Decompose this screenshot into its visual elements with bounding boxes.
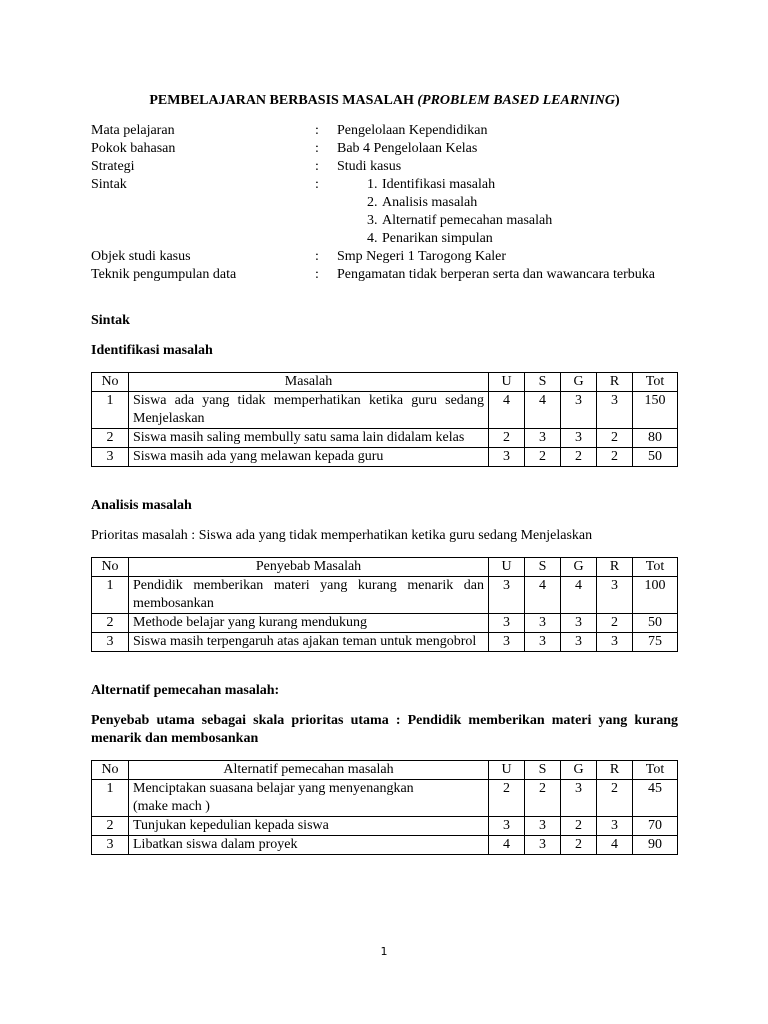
table-row <box>92 836 678 855</box>
header-g: G <box>561 558 597 577</box>
cell-no: 1 <box>92 392 129 429</box>
cell-s: 3 <box>525 429 561 448</box>
table-row <box>92 780 678 817</box>
cell-no: 3 <box>92 633 129 652</box>
cell-r: 3 <box>597 633 633 652</box>
metadata-table <box>91 122 678 284</box>
cell-r: 2 <box>597 429 633 448</box>
cell-u: 3 <box>489 633 525 652</box>
cell-text: Siswa ada yang tidak memperhatikan ketika guru sedang Menjelaskan <box>129 392 489 429</box>
meta-colon: : <box>315 177 319 192</box>
cell-r: 2 <box>597 614 633 633</box>
cell-s: 4 <box>525 392 561 429</box>
cell-text: Menciptakan suasana belajar yang menyenangkan (make mach ) <box>129 780 489 817</box>
table-row <box>92 392 678 429</box>
cell-s: 3 <box>525 817 561 836</box>
cell-text: Siswa masih ada yang melawan kepada guru <box>129 448 489 467</box>
header-s: S <box>525 558 561 577</box>
cell-s: 3 <box>525 614 561 633</box>
table-alternatif-pemecahan <box>91 760 678 855</box>
cell-s: 4 <box>525 577 561 614</box>
cell-s: 3 <box>525 633 561 652</box>
header-r: R <box>597 558 633 577</box>
header-r: R <box>597 373 633 392</box>
cell-u: 4 <box>489 392 525 429</box>
meta-label: Strategi <box>91 159 135 174</box>
header-tot: Tot <box>633 373 678 392</box>
cell-no: 2 <box>92 614 129 633</box>
table-row <box>92 448 678 467</box>
header-r: R <box>597 761 633 780</box>
meta-colon: : <box>315 123 319 138</box>
title-italic: (PROBLEM BASED LEARNING <box>417 93 615 108</box>
cell-g: 3 <box>561 633 597 652</box>
cell-tot: 100 <box>633 577 678 614</box>
header-tot: Tot <box>633 558 678 577</box>
cell-s: 2 <box>525 780 561 817</box>
cell-g: 4 <box>561 577 597 614</box>
meta-label: Mata pelajaran <box>91 123 175 138</box>
cell-tot: 50 <box>633 448 678 467</box>
meta-label: Teknik pengumpulan data <box>91 267 237 282</box>
header-no: No <box>92 373 129 392</box>
cell-text: Pendidik memberikan materi yang kurang menarik dan membosankan <box>129 577 489 614</box>
cell-r: 4 <box>597 836 633 855</box>
cell-u: 3 <box>489 614 525 633</box>
table-header-row <box>92 373 678 392</box>
cell-s: 3 <box>525 836 561 855</box>
meta-colon: : <box>315 249 319 264</box>
cell-no: 3 <box>92 448 129 467</box>
cell-r: 3 <box>597 817 633 836</box>
cell-s: 2 <box>525 448 561 467</box>
meta-row-mata-pelajaran <box>91 122 678 140</box>
cell-u: 3 <box>489 448 525 467</box>
cell-r: 3 <box>597 392 633 429</box>
section-heading-alternatif: Alternatif pemecahan masalah: <box>91 683 280 698</box>
cell-u: 4 <box>489 836 525 855</box>
cell-text: Libatkan siswa dalam proyek <box>129 836 489 855</box>
cell-no: 1 <box>92 577 129 614</box>
cell-g: 3 <box>561 780 597 817</box>
header-u: U <box>489 373 525 392</box>
meta-row-pokok-bahasan <box>91 140 678 158</box>
meta-row-objek <box>91 248 678 266</box>
cell-tot: 80 <box>633 429 678 448</box>
sintak-steps-list <box>337 176 678 248</box>
header-u: U <box>489 558 525 577</box>
header-penyebab: Penyebab Masalah <box>129 558 489 577</box>
meta-value: Studi kasus <box>337 159 402 174</box>
section-heading-identifikasi: Identifikasi masalah <box>91 343 213 358</box>
prioritas-masalah: Prioritas masalah : Siswa ada yang tidak memperhatikan ketika guru sedang Menjelaskan <box>91 528 593 543</box>
cell-r: 2 <box>597 780 633 817</box>
meta-row-teknik <box>91 266 678 284</box>
header-u: U <box>489 761 525 780</box>
cell-no: 3 <box>92 836 129 855</box>
header-masalah: Masalah <box>129 373 489 392</box>
table-header-row <box>92 558 678 577</box>
section-heading-sintak: Sintak <box>91 313 130 328</box>
cell-u: 2 <box>489 429 525 448</box>
title-close: ) <box>614 93 620 108</box>
cell-tot: 50 <box>633 614 678 633</box>
section-heading-analisis: Analisis masalah <box>91 498 192 513</box>
table-header-row <box>92 761 678 780</box>
meta-value: Smp Negeri 1 Tarogong Kaler <box>337 249 507 264</box>
cell-u: 3 <box>489 577 525 614</box>
meta-label: Objek studi kasus <box>91 249 191 264</box>
meta-colon: : <box>315 141 319 156</box>
cell-u: 3 <box>489 817 525 836</box>
cell-text: Siswa masih terpengaruh atas ajakan teman untuk mengobrol <box>129 633 489 652</box>
meta-value: Pengamatan tidak berperan serta dan wawancara terbuka <box>337 267 655 282</box>
page-number: 1 <box>380 945 388 958</box>
meta-value <box>337 176 678 248</box>
table-analisis-masalah <box>91 557 678 652</box>
sintak-step: 1. Identifikasi masalah <box>381 176 678 194</box>
table-row <box>92 817 678 836</box>
title-main: PEMBELAJARAN BERBASIS MASALAH <box>149 93 418 108</box>
header-no: No <box>92 558 129 577</box>
header-s: S <box>525 373 561 392</box>
meta-label: Sintak <box>91 177 127 192</box>
cell-tot: 45 <box>633 780 678 817</box>
cell-g: 3 <box>561 429 597 448</box>
header-alternatif: Alternatif pemecahan masalah <box>129 761 489 780</box>
cell-r: 2 <box>597 448 633 467</box>
cell-text: Siswa masih saling membully satu sama lain didalam kelas <box>129 429 489 448</box>
document-page <box>91 92 678 855</box>
header-g: G <box>561 761 597 780</box>
cell-g: 2 <box>561 448 597 467</box>
cell-g: 3 <box>561 614 597 633</box>
sintak-step: 3. Alternatif pemecahan masalah <box>381 212 678 230</box>
meta-row-sintak <box>91 176 678 248</box>
meta-value: Bab 4 Pengelolaan Kelas <box>337 141 478 156</box>
header-tot: Tot <box>633 761 678 780</box>
meta-value: Pengelolaan Kependidikan <box>337 123 488 138</box>
cell-g: 2 <box>561 836 597 855</box>
sintak-step: 2. Analisis masalah <box>381 194 678 212</box>
table-row <box>92 633 678 652</box>
meta-colon: : <box>315 159 319 174</box>
table-row <box>92 614 678 633</box>
meta-label: Pokok bahasan <box>91 141 176 156</box>
cell-r: 3 <box>597 577 633 614</box>
header-g: G <box>561 373 597 392</box>
meta-row-strategi <box>91 158 678 176</box>
cell-tot: 70 <box>633 817 678 836</box>
cell-g: 3 <box>561 392 597 429</box>
meta-colon: : <box>315 267 319 282</box>
document-title <box>91 92 678 110</box>
cell-tot: 150 <box>633 392 678 429</box>
cell-text: Methode belajar yang kurang mendukung <box>129 614 489 633</box>
header-s: S <box>525 761 561 780</box>
cell-g: 2 <box>561 817 597 836</box>
cell-no: 2 <box>92 429 129 448</box>
cell-tot: 90 <box>633 836 678 855</box>
cell-text: Tunjukan kepedulian kepada siswa <box>129 817 489 836</box>
table-row <box>92 429 678 448</box>
header-no: No <box>92 761 129 780</box>
cell-u: 2 <box>489 780 525 817</box>
penyebab-utama: Penyebab utama sebagai skala prioritas utama : Pendidik memberikan materi yang kurang menarik dan membosankan <box>91 713 678 746</box>
table-row <box>92 577 678 614</box>
cell-no: 1 <box>92 780 129 817</box>
cell-tot: 75 <box>633 633 678 652</box>
sintak-step: 4. Penarikan simpulan <box>381 230 678 248</box>
table-identifikasi-masalah <box>91 372 678 467</box>
cell-no: 2 <box>92 817 129 836</box>
